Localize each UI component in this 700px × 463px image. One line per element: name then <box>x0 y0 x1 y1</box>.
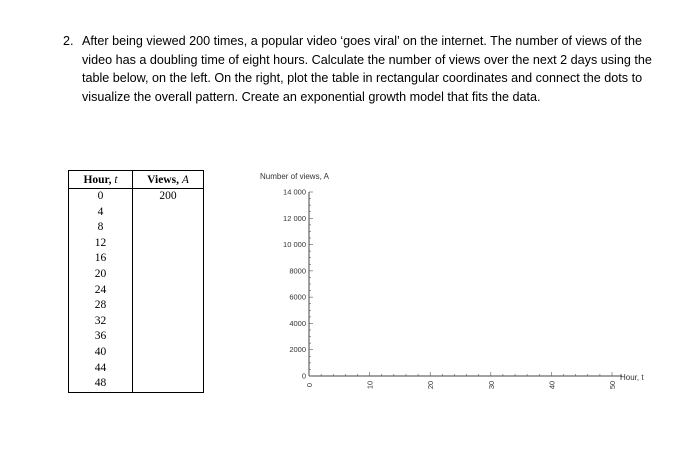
problem-text <box>82 32 663 106</box>
hour-cell: 0 <box>69 189 133 205</box>
x-tick-label: 20 <box>426 380 436 390</box>
views-cell[interactable] <box>133 236 204 252</box>
y-tick-label: 14 000 <box>283 187 306 197</box>
views-column-header <box>133 171 204 189</box>
hour-cell: 20 <box>69 267 133 283</box>
views-cell[interactable] <box>133 314 204 330</box>
views-cell[interactable] <box>133 376 204 392</box>
y-tick-label: 12 000 <box>283 213 306 223</box>
hour-cell: 12 <box>69 236 133 252</box>
table-row <box>69 329 204 345</box>
hour-cell: 24 <box>69 283 133 299</box>
y-tick-label: 4000 <box>289 318 306 328</box>
y-tick-label: 2000 <box>289 345 306 355</box>
table-row <box>69 376 204 392</box>
hour-cell: 28 <box>69 298 133 314</box>
x-ticks <box>305 381 617 389</box>
y-tick-label: 8000 <box>289 266 306 276</box>
table-header-row <box>69 171 204 189</box>
hour-cell: 44 <box>69 361 133 377</box>
table-row <box>69 251 204 267</box>
views-cell[interactable] <box>133 251 204 267</box>
hour-cell: 4 <box>69 205 133 221</box>
values-table <box>68 170 204 393</box>
hour-cell: 48 <box>69 376 133 392</box>
hour-cell: 16 <box>69 251 133 267</box>
views-cell[interactable] <box>133 220 204 236</box>
views-cell[interactable] <box>133 329 204 345</box>
problem-line-3: table below, on the left. On the right, plot the table in rectangular coordinates and connect the dots to <box>82 71 643 85</box>
views-header-variable: A <box>181 173 189 186</box>
hour-header-variable: t <box>114 173 118 186</box>
views-cell[interactable] <box>133 267 204 283</box>
table-row <box>69 220 204 236</box>
views-cell[interactable]: 200 <box>133 189 204 205</box>
views-cell[interactable] <box>133 361 204 377</box>
table-row <box>69 205 204 221</box>
hour-cell: 36 <box>69 329 133 345</box>
x-axis-title: Hour, t <box>620 373 644 382</box>
table-row <box>69 361 204 377</box>
views-header-label: Views, <box>147 173 179 186</box>
y-tick-label: 10 000 <box>283 240 306 250</box>
table-row <box>69 345 204 361</box>
problem-line-2: video has a doubling time of eight hours. Calculate the number of views over the next 2 days using the <box>82 52 652 67</box>
views-cell[interactable] <box>133 283 204 299</box>
x-tick-label: 30 <box>486 380 496 390</box>
views-cell[interactable] <box>133 205 204 221</box>
hour-cell: 32 <box>69 314 133 330</box>
hour-header-label: Hour, <box>83 173 112 186</box>
hour-cell: 8 <box>69 220 133 236</box>
table-row <box>69 267 204 283</box>
problem-line-4: visualize the overall pattern. Create an exponential growth model that fits the data. <box>82 89 541 104</box>
hour-column-header <box>69 171 133 189</box>
views-cell[interactable] <box>133 298 204 314</box>
y-axis-title: Number of views, A <box>260 172 329 181</box>
table-row <box>69 283 204 299</box>
problem-number: 2. <box>63 34 74 48</box>
x-tick-label: 10 <box>365 380 375 390</box>
problem-statement <box>63 32 663 106</box>
hour-cell: 40 <box>69 345 133 361</box>
x-tick-label: 0 <box>305 382 314 388</box>
views-graph <box>250 168 670 408</box>
problem-line-1: After being viewed 200 times, a popular video ‘goes viral’ on the internet. The number of views of the <box>82 34 643 48</box>
table-row <box>69 298 204 314</box>
table-row <box>69 236 204 252</box>
views-cell[interactable] <box>133 345 204 361</box>
x-tick-label: 40 <box>547 380 557 390</box>
y-tick-label: 0 <box>301 371 306 381</box>
y-ticks <box>283 188 306 381</box>
table-row <box>69 314 204 330</box>
y-tick-label: 6000 <box>289 292 306 302</box>
x-tick-label: 50 <box>608 380 617 390</box>
table-row <box>69 189 204 205</box>
minor-ticks <box>309 192 612 376</box>
